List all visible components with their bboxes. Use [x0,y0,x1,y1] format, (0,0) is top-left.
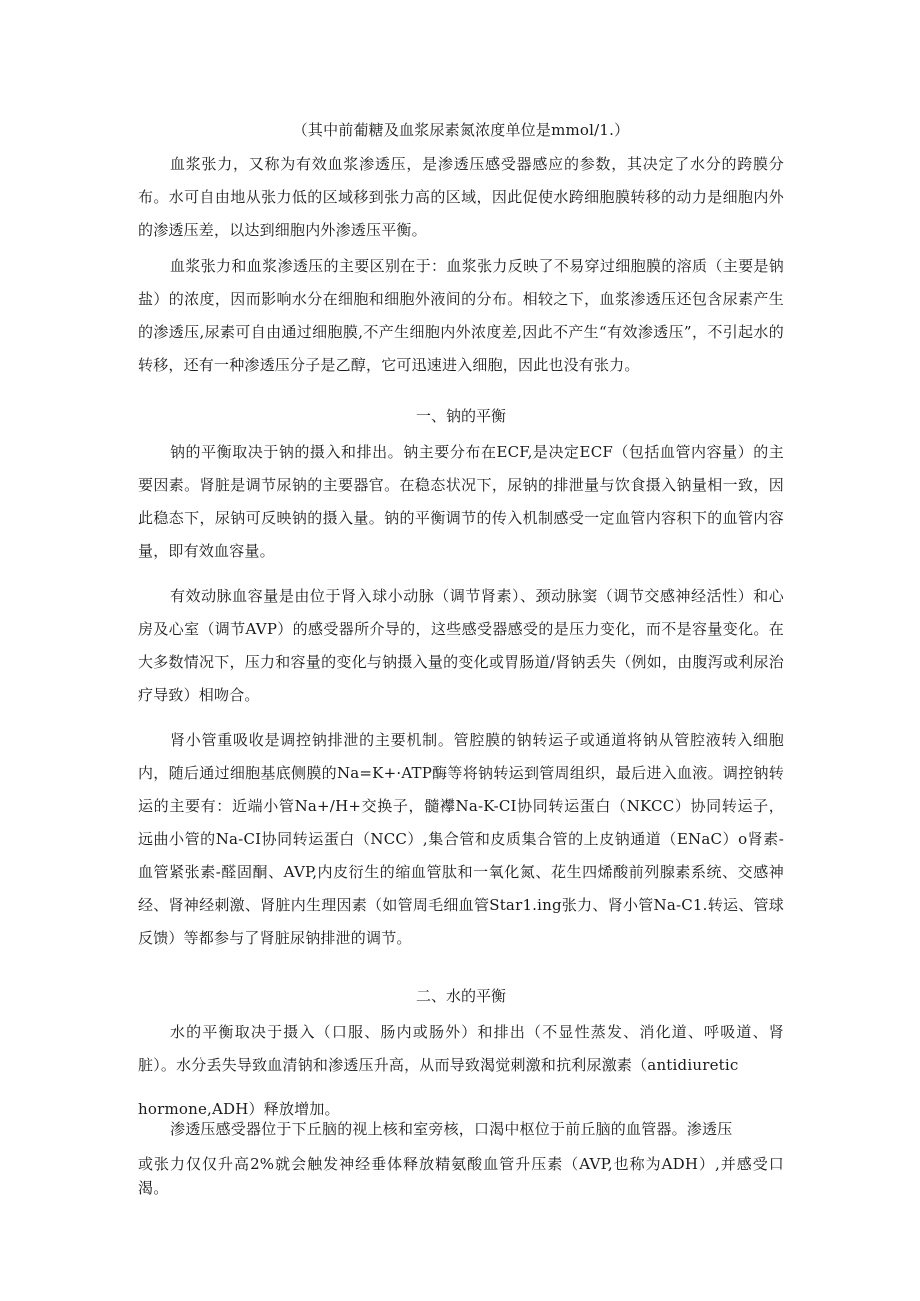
paragraph-osmoreceptor-line1: 渗透压感受器位于下丘脑的视上核和室旁核，口渴中枢位于前丘脑的血管器。渗透压 [170,1120,733,1138]
paragraph-tonicity-vs-osmolality: 血浆张力和血浆渗透压的主要区别在于：血浆张力反映了不易穿过细胞膜的溶质（主要是钠盐）的浓度，因而影响水分在细胞和细胞外液间的分布。相较之下，血浆渗透压还包含尿素产生的渗透压,尿素可自由通过细胞膜,不产生细胞内外浓度差,因此不产生“有效渗透压”，不引起水的转移，还有一种渗透压分子是乙醇，它可迅速进入细胞，因此也没有张力。 [138,257,784,374]
section-title-water-balance: 二、水的平衡 [415,987,506,1005]
section-title-sodium-balance: 一、钠的平衡 [415,407,506,425]
paragraph-osmoreceptor-line2: 或张力仅仅升高2%就会触发神经垂体释放精氨酸血管升压素（AVP,也称为ADH）,并感受口渴。 [138,1155,784,1197]
unit-note: （其中前葡糖及血浆尿素氮浓度单位是mmol/1.） [292,121,630,139]
paragraph-plasma-tonicity: 血浆张力，又称为有效血浆渗透压，是渗透压感受器感应的参数，其决定了水分的跨膜分布。水可自由地从张力低的区域移到张力高的区域，因此促使水跨细胞膜转移的动力是细胞内外的渗透压差，以达到细胞内外渗透压平衡。 [138,155,784,239]
paragraph-effective-arterial-volume: 有效动脉血容量是由位于肾入球小动脉（调节肾素）、颈动脉窦（调节交感神经活性）和心房及心室（调节AVP）的感受器所介导的，这些感受器感受的是压力变化，而不是容量变化。在大多数情况下，压力和容量的变化与钠摄入量的变化或胃肠道/肾钠丢失（例如，由腹泻或利尿治疗导致）相吻合。 [138,587,784,704]
paragraph-water-balance-line2: hormone,ADH）释放增加。 [138,1100,340,1118]
paragraph-water-balance-line1: 水的平衡取决于摄入（口服、肠内或肠外）和排出（不显性蒸发、消化道、呼吸道、肾脏）。水分丢失导致血清钠和渗透压升高，从而导致渴觉刺激和抗利尿激素（antidiuretic [138,1023,784,1074]
paragraph-sodium-balance: 钠的平衡取决于钠的摄入和排出。钠主要分布在ECF,是决定ECF（包括血管内容量）的主要因素。肾脏是调节尿钠的主要器官。在稳态状况下，尿钠的排泄量与饮食摄入钠量相一致，因此稳态下，尿钠可反映钠的摄入量。钠的平衡调节的传入机制感受一定血管内容积下的血管内容量，即有效血容量。 [138,443,784,560]
paragraph-tubular-reabsorption: 肾小管重吸收是调控钠排泄的主要机制。管腔膜的钠转运子或通道将钠从管腔液转入细胞内，随后通过细胞基底侧膜的Na=K+·ATP酶等将钠转运到管周组织，最后进入血液。调控钠转运的主要有：近端小管Na+/H+交换子，髓襻Na-K-CI协同转运蛋白（NKCC）协同转运子，远曲小管的Na-CI协同转运蛋白（NCC）,集合管和皮质集合管的上皮钠通道（ENaC）o肾素-血管紧张素-醛固酮、AVP,内皮衍生的缩血管肽和一氧化氮、花生四烯酸前列腺素系统、交感神经、肾神经刺激、肾脏内生理因素（如管周毛细血管Star1.ing张力、肾小管Na-C1.转运、管球反馈）等都参与了肾脏尿钠排泄的调节。 [138,731,784,947]
